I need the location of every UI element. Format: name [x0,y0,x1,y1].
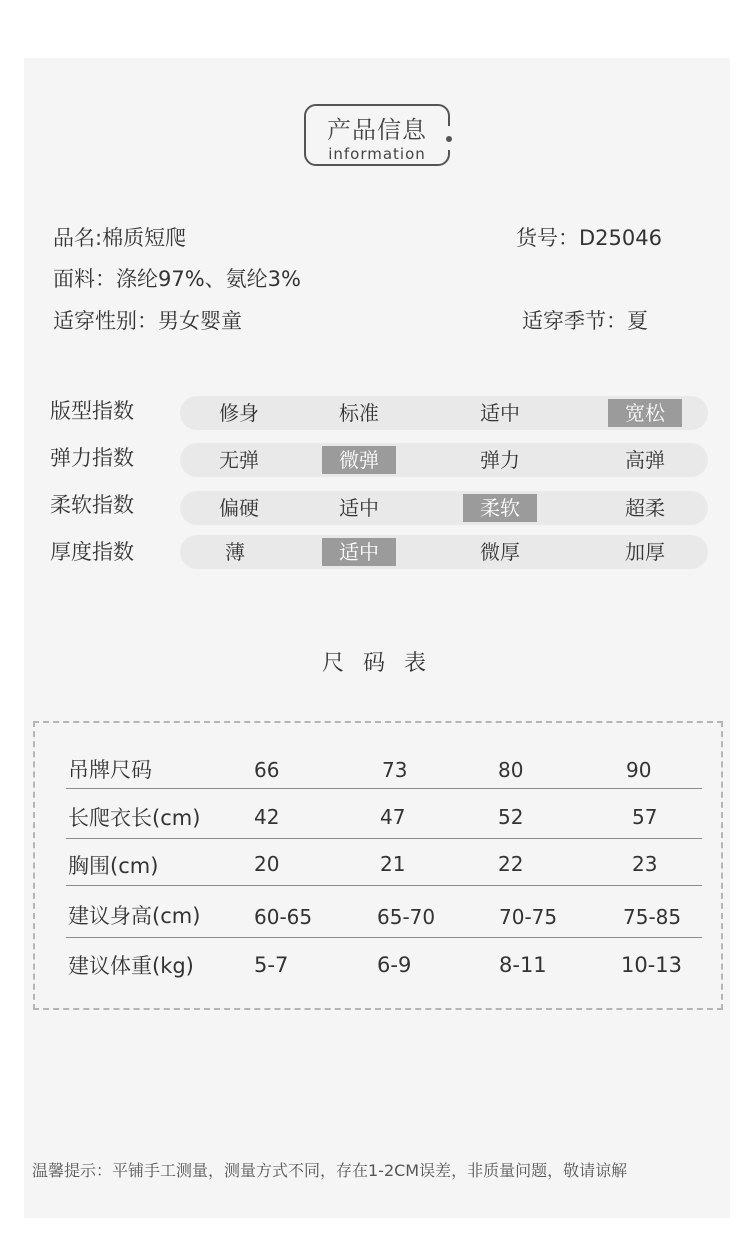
size-cell: 73 [382,758,408,782]
index-option: 标准 [339,401,379,425]
index-option: 适中 [480,401,520,425]
index-label: 柔软指数 [50,493,134,517]
index-option: 无弹 [219,448,259,472]
size-cell: 20 [254,852,280,876]
fabric-info: 面料：涤纶97%、氨纶3% [53,267,301,291]
index-option: 微厚 [480,540,520,564]
gender-info: 适穿性别：男女婴童 [53,309,242,333]
product-name: 品名:棉质短爬 [53,226,187,250]
size-row-label: 建议体重(kg) [68,954,194,978]
index-option-selected: 柔软 [463,494,537,522]
index-label: 版型指数 [50,399,134,423]
size-cell: 21 [380,852,406,876]
size-cell: 42 [254,805,280,829]
index-option: 弹力 [480,448,520,472]
size-cell: 5-7 [254,953,289,977]
index-option: 高弹 [625,448,665,472]
index-label: 弹力指数 [50,446,134,470]
index-option-selected: 宽松 [608,399,682,427]
size-cell: 66 [254,758,280,782]
size-cell: 23 [632,852,658,876]
header-title: 产品信息 [327,116,427,144]
size-cell: 70-75 [499,905,558,929]
size-cell: 65-70 [377,905,436,929]
item-number: 货号：D25046 [516,226,662,250]
size-cell: 22 [498,852,524,876]
size-cell: 57 [632,805,658,829]
row-divider [66,838,702,839]
index-option: 偏硬 [219,496,259,520]
size-cell: 75-85 [623,905,682,929]
index-option: 加厚 [625,540,665,564]
index-option: 修身 [219,401,259,425]
size-row-label: 建议身高(cm) [68,904,201,928]
size-row-label: 胸围(cm) [68,854,159,878]
index-option: 超柔 [625,496,665,520]
header-subtitle: information [328,145,426,163]
index-label: 厚度指数 [50,540,134,564]
index-option: 薄 [225,540,245,564]
size-cell: 52 [498,805,524,829]
size-cell: 47 [380,805,406,829]
size-cell: 80 [498,758,524,782]
size-cell: 8-11 [499,953,547,977]
row-divider [66,885,702,886]
row-divider [66,937,702,938]
size-cell: 10-13 [621,953,683,977]
index-option-selected: 适中 [322,538,396,566]
size-table-title: 尺 码 表 [322,651,432,676]
size-row-label: 吊牌尺码 [68,758,152,782]
row-divider [66,788,702,789]
index-option: 适中 [339,496,379,520]
measurement-note: 温馨提示：平铺手工测量，测量方式不同，存在1-2CM误差，非质量问题，敬请谅解 [32,1161,628,1180]
index-option-selected: 微弹 [322,446,396,474]
size-cell: 6-9 [377,953,412,977]
season-info: 适穿季节：夏 [522,309,648,333]
size-row-label: 长爬衣长(cm) [68,806,201,830]
size-cell: 60-65 [254,905,313,929]
size-cell: 90 [626,758,652,782]
